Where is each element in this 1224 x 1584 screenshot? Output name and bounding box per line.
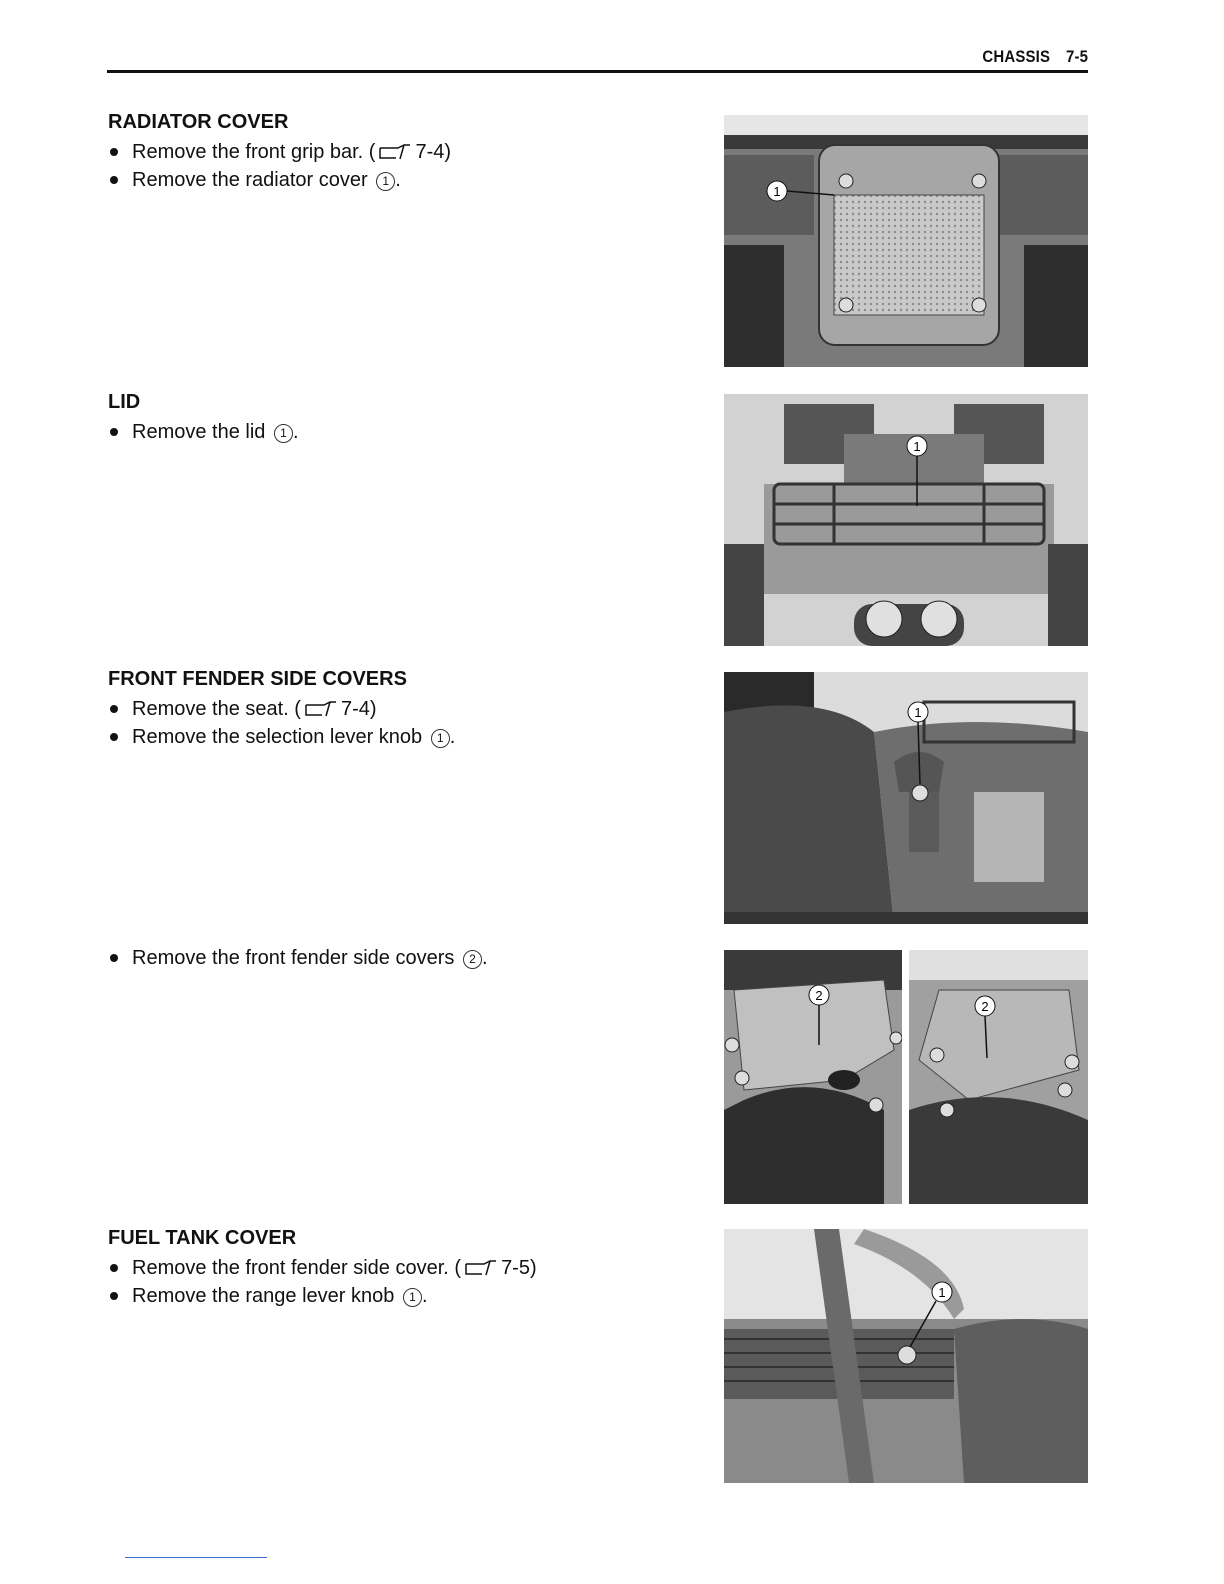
photo-selection-lever-knob: [724, 672, 1088, 924]
photo-callout: 1: [914, 705, 922, 720]
section-title: LID: [108, 391, 141, 413]
list-item: Remove the seat. ( 7-4): [108, 698, 668, 720]
section-title: FRONT FENDER SIDE COVERS: [108, 668, 407, 690]
photo-fender-side-cover-right: [909, 950, 1088, 1204]
section-radiator-cover: [108, 111, 668, 197]
bullet-icon: [110, 733, 118, 741]
callout-number: 1: [376, 172, 395, 191]
photo-callout: 1: [938, 1285, 946, 1300]
list-item: Remove the front fender side covers 2 .: [108, 947, 668, 969]
list-item: Remove the range lever knob 1 .: [108, 1285, 668, 1307]
list-item: Remove the front grip bar. ( 7-4): [108, 141, 668, 163]
callout-number: 1: [274, 424, 293, 443]
chapter-title: CHASSIS: [982, 47, 1051, 66]
bullet-icon: [110, 428, 118, 436]
photo-callout: 1: [773, 184, 781, 199]
list-item: Remove the radiator cover 1 .: [108, 169, 668, 191]
photo-callout: 2: [815, 988, 823, 1003]
photo-callout: 1: [913, 439, 921, 454]
bullet-icon: [110, 954, 118, 962]
page-number: 7-5: [1065, 47, 1088, 66]
section-title: FUEL TANK COVER: [108, 1227, 297, 1249]
section-lid: [108, 391, 668, 449]
callout-number: 1: [431, 729, 450, 748]
page-header: [982, 47, 1088, 67]
section-fender-side-covers-step: [108, 947, 668, 975]
reference-hand-icon: [304, 700, 338, 718]
photo-range-lever-knob: [724, 1229, 1088, 1483]
callout-number: 2: [463, 950, 482, 969]
list-item: Remove the front fender side cover. ( 7-5): [108, 1257, 668, 1279]
section-fuel-tank-cover: [108, 1227, 668, 1313]
list-item: Remove the lid 1 .: [108, 421, 668, 443]
reference-hand-icon: [378, 143, 412, 161]
reference-hand-icon: [464, 1259, 498, 1277]
bullet-icon: [110, 705, 118, 713]
footer-rule: [125, 1557, 267, 1558]
section-title: RADIATOR COVER: [108, 111, 289, 133]
bullet-icon: [110, 1264, 118, 1272]
section-front-fender-side-covers: [108, 668, 668, 754]
list-item: Remove the selection lever knob 1 .: [108, 726, 668, 748]
bullet-icon: [110, 1292, 118, 1300]
photo-radiator-cover: [724, 115, 1088, 367]
photo-callout: 2: [981, 999, 989, 1014]
bullet-icon: [110, 176, 118, 184]
header-rule: [107, 70, 1088, 73]
photo-fender-side-cover-left: [724, 950, 902, 1204]
callout-number: 1: [403, 1288, 422, 1307]
bullet-icon: [110, 148, 118, 156]
photo-lid: [724, 394, 1088, 646]
